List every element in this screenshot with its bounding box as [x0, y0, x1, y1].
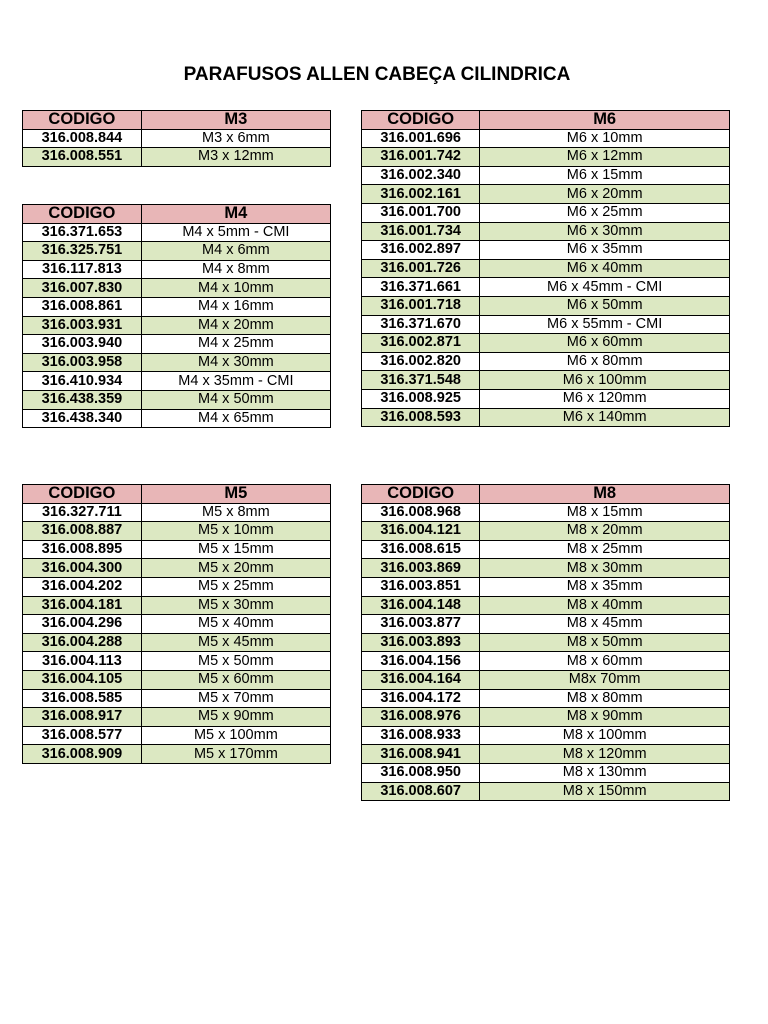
table-row [362, 389, 730, 408]
table-row [23, 260, 331, 279]
part-size-cell: M8 x 45mm [480, 615, 730, 634]
part-code-cell: 316.327.711 [23, 503, 142, 522]
table-row [362, 408, 730, 427]
part-code-cell: 316.438.340 [23, 409, 142, 428]
part-code-cell: 316.008.861 [23, 297, 142, 316]
part-code-cell: 316.001.726 [362, 259, 480, 278]
part-size-cell: M5 x 40mm [141, 615, 330, 634]
part-size-cell: M8 x 50mm [480, 633, 730, 652]
part-size-cell: M8 x 150mm [480, 782, 730, 801]
part-code-cell: 316.008.551 [23, 148, 142, 167]
part-size-cell: M8 x 90mm [480, 708, 730, 727]
part-size-cell: M4 x 20mm [141, 316, 330, 335]
part-code-cell: 316.001.696 [362, 129, 480, 148]
part-size-cell: M8x 70mm [480, 670, 730, 689]
part-code-cell: 316.008.593 [362, 408, 480, 427]
part-code-cell: 316.007.830 [23, 279, 142, 298]
table-m8 [361, 484, 730, 801]
table-row [23, 689, 331, 708]
table-row [362, 503, 730, 522]
table-row [23, 596, 331, 615]
part-size-cell: M6 x 25mm [480, 203, 730, 222]
table-row [362, 129, 730, 148]
table-row [23, 148, 331, 167]
part-code-cell: 316.438.359 [23, 390, 142, 409]
part-size-cell: M5 x 100mm [141, 726, 330, 745]
table-row [23, 577, 331, 596]
part-size-cell: M6 x 140mm [480, 408, 730, 427]
table-row [362, 708, 730, 727]
part-code-cell: 316.004.148 [362, 596, 480, 615]
header-size: M6 [480, 111, 730, 130]
table-row [23, 390, 331, 409]
part-size-cell: M8 x 20mm [480, 522, 730, 541]
table-row [362, 670, 730, 689]
header-codigo: CODIGO [362, 485, 480, 504]
table-row [23, 242, 331, 261]
table-row [23, 726, 331, 745]
table-row [23, 353, 331, 372]
part-size-cell: M8 x 30mm [480, 559, 730, 578]
part-code-cell: 316.008.844 [23, 129, 142, 148]
part-size-cell: M6 x 60mm [480, 334, 730, 353]
part-code-cell: 316.004.156 [362, 652, 480, 671]
table-row [362, 577, 730, 596]
table-row [23, 223, 331, 242]
part-code-cell: 316.003.940 [23, 335, 142, 354]
part-size-cell: M4 x 5mm - CMI [141, 223, 330, 242]
part-code-cell: 316.001.718 [362, 296, 480, 315]
table-row [362, 522, 730, 541]
table-row [362, 203, 730, 222]
table-row [23, 409, 331, 428]
header-codigo: CODIGO [23, 485, 142, 504]
part-code-cell: 316.004.121 [362, 522, 480, 541]
part-size-cell: M4 x 65mm [141, 409, 330, 428]
part-size-cell: M4 x 10mm [141, 279, 330, 298]
part-size-cell: M8 x 40mm [480, 596, 730, 615]
part-code-cell: 316.410.934 [23, 372, 142, 391]
part-code-cell: 316.004.113 [23, 652, 142, 671]
part-size-cell: M5 x 45mm [141, 633, 330, 652]
part-code-cell: 316.003.958 [23, 353, 142, 372]
part-size-cell: M5 x 90mm [141, 708, 330, 727]
part-code-cell: 316.008.615 [362, 540, 480, 559]
table-row [23, 559, 331, 578]
part-size-cell: M5 x 60mm [141, 670, 330, 689]
part-code-cell: 316.008.895 [23, 540, 142, 559]
table-row [23, 372, 331, 391]
part-size-cell: M8 x 25mm [480, 540, 730, 559]
table-row [362, 352, 730, 371]
part-size-cell: M4 x 16mm [141, 297, 330, 316]
part-size-cell: M4 x 50mm [141, 390, 330, 409]
table-m4 [22, 204, 331, 428]
part-size-cell: M3 x 12mm [141, 148, 330, 167]
part-size-cell: M5 x 8mm [141, 503, 330, 522]
table-row [23, 652, 331, 671]
part-code-cell: 316.001.734 [362, 222, 480, 241]
part-size-cell: M6 x 40mm [480, 259, 730, 278]
table-row [362, 278, 730, 297]
header-size: M8 [480, 485, 730, 504]
part-size-cell: M8 x 35mm [480, 577, 730, 596]
part-code-cell: 316.008.941 [362, 745, 480, 764]
part-size-cell: M6 x 55mm - CMI [480, 315, 730, 334]
table-row [23, 297, 331, 316]
table-m5 [22, 484, 331, 764]
part-size-cell: M6 x 45mm - CMI [480, 278, 730, 297]
part-code-cell: 316.003.851 [362, 577, 480, 596]
part-size-cell: M5 x 20mm [141, 559, 330, 578]
part-code-cell: 316.003.869 [362, 559, 480, 578]
part-code-cell: 316.008.577 [23, 726, 142, 745]
part-size-cell: M6 x 12mm [480, 148, 730, 167]
part-size-cell: M6 x 10mm [480, 129, 730, 148]
table-row [23, 540, 331, 559]
part-code-cell: 316.004.202 [23, 577, 142, 596]
table-header-row [362, 111, 730, 130]
part-size-cell: M8 x 100mm [480, 726, 730, 745]
part-code-cell: 316.008.976 [362, 708, 480, 727]
table-row [362, 763, 730, 782]
part-size-cell: M6 x 100mm [480, 371, 730, 390]
part-code-cell: 316.117.813 [23, 260, 142, 279]
part-size-cell: M4 x 8mm [141, 260, 330, 279]
part-code-cell: 316.008.933 [362, 726, 480, 745]
part-code-cell: 316.004.296 [23, 615, 142, 634]
table-row [23, 279, 331, 298]
table-row [362, 782, 730, 801]
part-code-cell: 316.008.607 [362, 782, 480, 801]
part-code-cell: 316.003.877 [362, 615, 480, 634]
part-size-cell: M8 x 80mm [480, 689, 730, 708]
table-row [23, 316, 331, 335]
part-size-cell: M4 x 6mm [141, 242, 330, 261]
table-row [23, 503, 331, 522]
table-row [362, 615, 730, 634]
part-size-cell: M5 x 30mm [141, 596, 330, 615]
table-row [362, 148, 730, 167]
part-code-cell: 316.008.909 [23, 745, 142, 764]
table-row [23, 335, 331, 354]
part-size-cell: M4 x 30mm [141, 353, 330, 372]
part-code-cell: 316.004.164 [362, 670, 480, 689]
table-row [23, 708, 331, 727]
part-code-cell: 316.002.871 [362, 334, 480, 353]
table-row [23, 670, 331, 689]
part-size-cell: M6 x 15mm [480, 166, 730, 185]
table-header-row [23, 485, 331, 504]
part-code-cell: 316.001.700 [362, 203, 480, 222]
table-header-row [23, 205, 331, 224]
part-code-cell: 316.002.340 [362, 166, 480, 185]
part-size-cell: M6 x 50mm [480, 296, 730, 315]
part-size-cell: M5 x 70mm [141, 689, 330, 708]
part-code-cell: 316.371.670 [362, 315, 480, 334]
part-size-cell: M6 x 80mm [480, 352, 730, 371]
part-code-cell: 316.371.548 [362, 371, 480, 390]
part-size-cell: M8 x 60mm [480, 652, 730, 671]
part-code-cell: 316.003.931 [23, 316, 142, 335]
table-row [362, 689, 730, 708]
table-row [362, 652, 730, 671]
part-code-cell: 316.008.585 [23, 689, 142, 708]
part-size-cell: M6 x 120mm [480, 389, 730, 408]
part-code-cell: 316.008.968 [362, 503, 480, 522]
header-codigo: CODIGO [23, 111, 142, 130]
table-row [362, 296, 730, 315]
part-code-cell: 316.004.105 [23, 670, 142, 689]
table-row [362, 222, 730, 241]
table-row [362, 185, 730, 204]
table-row [362, 241, 730, 260]
part-size-cell: M6 x 35mm [480, 241, 730, 260]
part-size-cell: M6 x 30mm [480, 222, 730, 241]
part-code-cell: 316.004.300 [23, 559, 142, 578]
header-size: M4 [141, 205, 330, 224]
table-row [362, 745, 730, 764]
part-size-cell: M5 x 50mm [141, 652, 330, 671]
part-code-cell: 316.002.161 [362, 185, 480, 204]
table-row [362, 540, 730, 559]
table-m3 [22, 110, 331, 167]
part-code-cell: 316.325.751 [23, 242, 142, 261]
table-row [23, 745, 331, 764]
part-code-cell: 316.008.917 [23, 708, 142, 727]
part-size-cell: M3 x 6mm [141, 129, 330, 148]
table-row [362, 315, 730, 334]
table-header-row [362, 485, 730, 504]
part-size-cell: M8 x 120mm [480, 745, 730, 764]
table-row [362, 633, 730, 652]
part-size-cell: M4 x 25mm [141, 335, 330, 354]
table-row [362, 559, 730, 578]
table-row [362, 259, 730, 278]
part-size-cell: M5 x 170mm [141, 745, 330, 764]
header-codigo: CODIGO [23, 205, 142, 224]
table-header-row [23, 111, 331, 130]
part-size-cell: M8 x 130mm [480, 763, 730, 782]
page-title: PARAFUSOS ALLEN CABEÇA CILINDRICA [183, 64, 571, 85]
part-size-cell: M4 x 35mm - CMI [141, 372, 330, 391]
table-row [362, 371, 730, 390]
part-code-cell: 316.371.653 [23, 223, 142, 242]
part-size-cell: M5 x 15mm [141, 540, 330, 559]
part-code-cell: 316.003.893 [362, 633, 480, 652]
part-code-cell: 316.371.661 [362, 278, 480, 297]
header-codigo: CODIGO [362, 111, 480, 130]
table-row [362, 166, 730, 185]
part-code-cell: 316.008.925 [362, 389, 480, 408]
part-code-cell: 316.002.897 [362, 241, 480, 260]
part-size-cell: M5 x 10mm [141, 522, 330, 541]
table-row [23, 615, 331, 634]
part-size-cell: M6 x 20mm [480, 185, 730, 204]
table-row [23, 633, 331, 652]
table-row [23, 522, 331, 541]
part-size-cell: M8 x 15mm [480, 503, 730, 522]
part-code-cell: 316.001.742 [362, 148, 480, 167]
table-row [362, 596, 730, 615]
table-row [362, 334, 730, 353]
part-code-cell: 316.004.288 [23, 633, 142, 652]
header-size: M3 [141, 111, 330, 130]
header-size: M5 [141, 485, 330, 504]
table-row [23, 129, 331, 148]
table-m6 [361, 110, 730, 427]
table-row [362, 726, 730, 745]
part-code-cell: 316.008.950 [362, 763, 480, 782]
part-code-cell: 316.002.820 [362, 352, 480, 371]
part-code-cell: 316.004.181 [23, 596, 142, 615]
part-code-cell: 316.008.887 [23, 522, 142, 541]
part-size-cell: M5 x 25mm [141, 577, 330, 596]
part-code-cell: 316.004.172 [362, 689, 480, 708]
